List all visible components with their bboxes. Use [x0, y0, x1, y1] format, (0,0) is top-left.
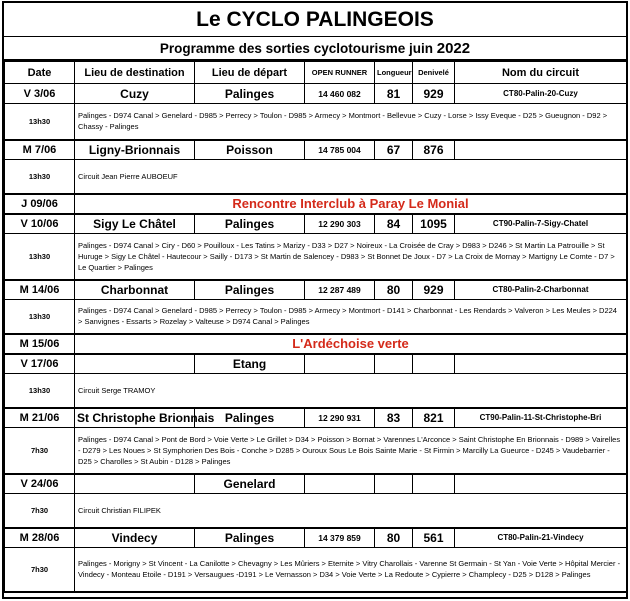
header-date: Date — [5, 62, 75, 84]
row-elevation: 929 — [413, 84, 455, 104]
row-departure: Genelard — [195, 474, 305, 494]
header-destination: Lieu de destination — [75, 62, 195, 84]
row-date: V 24/06 — [5, 474, 75, 494]
header-length: Longueur — [375, 62, 413, 84]
outing-detail-row — [5, 494, 627, 528]
event-row — [5, 334, 627, 354]
row-start-time: 13h30 — [5, 104, 75, 140]
row-length: 67 — [375, 140, 413, 160]
row-circuit-name: CT80-Palin-2-Charbonnat — [455, 280, 627, 300]
row-date: M 21/06 — [5, 408, 75, 428]
outing-detail-row — [5, 428, 627, 474]
table-header-row — [5, 62, 627, 84]
row-open-runner: 14 785 004 — [305, 140, 375, 160]
row-departure: Palinges — [195, 408, 305, 428]
outing-row — [5, 408, 627, 428]
row-length: 84 — [375, 214, 413, 234]
row-open-runner: 12 287 489 — [305, 280, 375, 300]
row-open-runner: 14 460 082 — [305, 84, 375, 104]
row-destination: Cuzy — [75, 84, 195, 104]
header-departure: Lieu de départ — [195, 62, 305, 84]
row-date: M 14/06 — [5, 280, 75, 300]
row-start-time: 13h30 — [5, 300, 75, 334]
row-elevation — [413, 474, 455, 494]
row-departure: Etang — [195, 354, 305, 374]
outing-row — [5, 280, 627, 300]
row-length: 83 — [375, 408, 413, 428]
outing-detail-row — [5, 160, 627, 194]
row-start-time: 13h30 — [5, 374, 75, 408]
row-length — [375, 354, 413, 374]
row-route: Circuit Christian FILIPEK — [75, 494, 627, 528]
row-length: 80 — [375, 280, 413, 300]
row-open-runner — [305, 474, 375, 494]
row-date: V 3/06 — [5, 84, 75, 104]
row-start-time: 7h30 — [5, 428, 75, 474]
schedule-table — [4, 61, 627, 593]
row-start-time: 13h30 — [5, 234, 75, 280]
row-route: Palinges - D974 Canal > Genelard - D985 > Perrecy > Toulon - D985 > Armecy > Montmort - D141 > Charbonnat - Les Rendards > Valveron > Les Meules > D224 > Sanvignes - Essarts > Rozelay > Valteuse > D974 Canal > Palinges — [75, 300, 627, 334]
header-elevation: Denivelé — [413, 62, 455, 84]
row-elevation — [413, 354, 455, 374]
row-circuit-name — [455, 140, 627, 160]
row-open-runner: 12 290 931 — [305, 408, 375, 428]
header-open-runner: OPEN RUNNER — [305, 62, 375, 84]
row-route: Palinges - D974 Canal > Pont de Bord > Voie Verte > Le Grillet > D34 > Poisson > Bornat > Varennes L'Arconce > Saint Christophe En Brionnais - D989 > Vairelles - D279 > Les Noues > St Symphorien Des Bois - Conche > D285 > Ouroux Sous Le Bois Sainte Marie - St Firmin > Marcilly La Gueurce - D245 > Vaudebarrier - D25 > Charolles > St Aubin - D128 > Palinges — [75, 428, 627, 474]
header-circuit-name: Nom du circuit — [455, 62, 627, 84]
row-destination: Sigy Le Châtel — [75, 214, 195, 234]
row-route: Palinges - Morigny > St Vincent - La Canilotte > Chevagny > Les Mûriers > Eternite > Vitry Charollais - Varenne St Germain - St Yan - Voie Verte > Hôpital Mercier - Vindecy - Monteau Etoile - D191 > Versaugues -D191 > Le Vernasson > D34 > Voie Verte > La Redoute > Cypierre > Champlecy - D25 > D128 > Palinges — [75, 548, 627, 592]
outing-row — [5, 474, 627, 494]
schedule-sheet — [2, 1, 628, 599]
row-circuit-name: CT90-Palin-11-St-Christophe-Bri — [455, 408, 627, 428]
row-route: Circuit Serge TRAMOY — [75, 374, 627, 408]
row-departure: Palinges — [195, 214, 305, 234]
row-date: J 09/06 — [5, 194, 75, 214]
row-route: Palinges - D974 Canal > Genelard - D985 > Perrecy > Toulon - D985 > Armecy > Montmort - Bellevue > Cuzy - Lorse > Issy Eveque - D25 > Gueugnon - D92 > Chassy - Palinges — [75, 104, 627, 140]
outing-detail-row — [5, 300, 627, 334]
row-start-time: 13h30 — [5, 160, 75, 194]
row-destination: Charbonnat — [75, 280, 195, 300]
row-open-runner: 12 290 303 — [305, 214, 375, 234]
row-circuit-name — [455, 474, 627, 494]
row-date: M 15/06 — [5, 334, 75, 354]
subtitle-text: Programme des sorties cyclotourisme juin — [159, 41, 433, 56]
row-date: V 17/06 — [5, 354, 75, 374]
page-subtitle — [4, 37, 626, 61]
outing-detail-row — [5, 104, 627, 140]
row-destination: Vindecy — [75, 528, 195, 548]
row-destination: St Christophe Brionnais — [75, 408, 195, 428]
outing-row — [5, 84, 627, 104]
row-elevation: 1095 — [413, 214, 455, 234]
row-route: Circuit Jean Pierre AUBOEUF — [75, 160, 627, 194]
row-circuit-name — [455, 354, 627, 374]
row-departure: Palinges — [195, 84, 305, 104]
row-elevation: 561 — [413, 528, 455, 548]
row-departure: Poisson — [195, 140, 305, 160]
row-departure: Palinges — [195, 280, 305, 300]
row-start-time: 7h30 — [5, 548, 75, 592]
row-elevation: 876 — [413, 140, 455, 160]
row-departure: Palinges — [195, 528, 305, 548]
row-date: M 7/06 — [5, 140, 75, 160]
row-circuit-name: CT80-Palin-21-Vindecy — [455, 528, 627, 548]
row-destination — [75, 354, 195, 374]
row-date: V 10/06 — [5, 214, 75, 234]
outing-detail-row — [5, 234, 627, 280]
row-start-time: 7h30 — [5, 494, 75, 528]
outing-row — [5, 140, 627, 160]
event-label: Rencontre Interclub à Paray Le Monial — [75, 194, 627, 214]
row-route: Palinges - D974 Canal > Ciry - D60 > Pouilloux - Les Tatins > Marizy - D33 > D27 > Noireux - La Croisée de Cray > D983 > D246 > St Martin La Patrouille > St Huruge > Sigy Le Châtel - Hautecour > Sailly - D173 > St Martin de Salencey - D983 > St Bonnet De Joux - D7 > La Croix de Mornay > Martigny Le Comte - D7 > Le Quartier > Palinges — [75, 234, 627, 280]
row-length: 80 — [375, 528, 413, 548]
event-row — [5, 194, 627, 214]
row-length — [375, 474, 413, 494]
row-length: 81 — [375, 84, 413, 104]
outing-row — [5, 354, 627, 374]
row-elevation: 821 — [413, 408, 455, 428]
row-circuit-name: CT90-Palin-7-Sigy-Chatel — [455, 214, 627, 234]
event-label: L'Ardéchoise verte — [75, 334, 627, 354]
outing-detail-row — [5, 374, 627, 408]
outing-row — [5, 214, 627, 234]
page-title: Le CYCLO PALINGEOIS — [4, 3, 626, 37]
row-destination — [75, 474, 195, 494]
row-open-runner: 14 379 859 — [305, 528, 375, 548]
row-circuit-name: CT80-Palin-20-Cuzy — [455, 84, 627, 104]
row-date: M 28/06 — [5, 528, 75, 548]
outing-detail-row — [5, 548, 627, 592]
outing-row — [5, 528, 627, 548]
row-open-runner — [305, 354, 375, 374]
row-elevation: 929 — [413, 280, 455, 300]
row-destination: Ligny-Brionnais — [75, 140, 195, 160]
subtitle-year: 2022 — [436, 40, 471, 57]
